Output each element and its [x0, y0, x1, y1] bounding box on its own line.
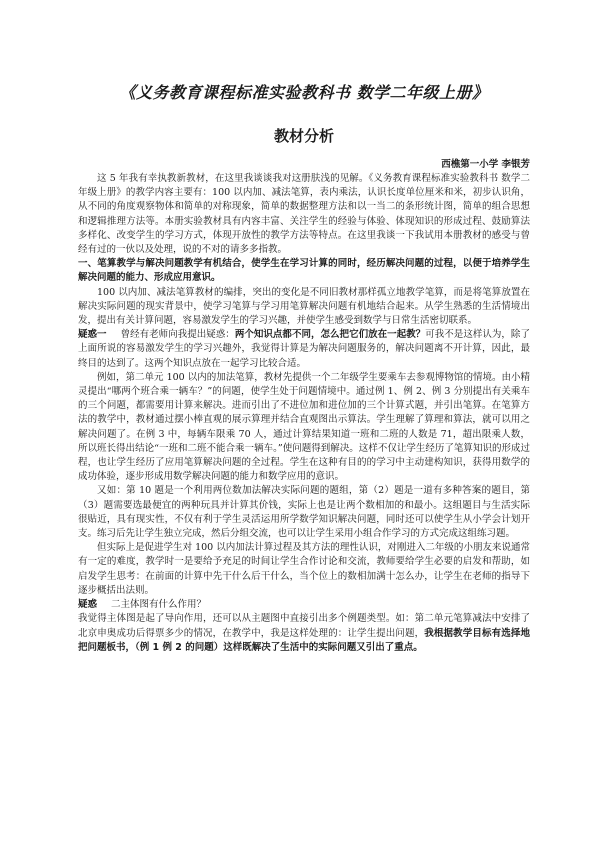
doubt-2-label: 疑惑: [78, 599, 98, 611]
document-title: 《义务教育课程标准实验教科书 数学二年级上册》: [119, 83, 489, 102]
doubt-1-label: 疑惑一: [78, 329, 107, 341]
doubt-1-question: 两个知识点都不同，怎么把它们放在一起教？: [234, 329, 426, 341]
doubt-2-paragraph: [78, 598, 530, 612]
paragraph-5: [78, 612, 530, 655]
document-subtitle: 教材分析: [273, 127, 334, 145]
paragraph-3: 又如：第 10 题是一个利用两位数加法解决实际问题的题组，第（2）题是一道有多种答案的题目，第（3）题需要选最便宜的两种玩具并计算其价钱，实际上也是让两个数相加的和最小。这组题目与生活实际很贴近，具有现实性，不仅有利于学生灵活运用所学数学知识解决问题，同时还可以使学生从小学会计划开支。练习后先让学生独立完成，然后分组交流，也可以让学生采用小组合作学习的方式完成这组练习题。: [78, 485, 530, 540]
paragraph-4: 但实际上是促进学生对 100 以内加法计算过程及其方法的理性认识，对刚进入二年级的小朋友来说通常有一定的难度，教学时一是要给予充足的时间让学生合作讨论和交流，教师要给学生必要的启发和帮助，如启发学生思考：在前面的计算中先干什么后干什么，当个位上的数相加满十怎么办，让学生在老师的指导下逐步概括出法则。: [78, 542, 530, 596]
section-heading-1: 一、笔算教学与解决问题教学有机结合，使学生在学习计算的同时，经历解决问题的过程，以便于培养学生解决问题的能力、形成应用意识。: [78, 258, 530, 284]
doubt-2-question: 二主体图有什么作用？: [111, 599, 207, 611]
doubt-1-paragraph: [78, 328, 530, 371]
doubt-1-post: 可我不是这样认为，除了上面所说的容易激发学生的学习兴趣外，我觉得计算是为解决问题服务的，解决问题离不开计算，因此，最终目的达到了。这两个知识点放在一起学习比较合适。: [78, 329, 530, 369]
doubt-1-pre: 曾经有老师向我提出疑惑：: [120, 329, 235, 341]
author-line: 西樵第一小学 李银芳: [441, 159, 530, 170]
paragraph-5-pre: 我觉得主体图是起了导向作用，还可以从主题图中直接引出多个例题类型。如：第二单元笔算减法中安排了北京申奥成功后得票多少的情况，在教学中，我是这样处理的：让学生提出问题，: [78, 613, 530, 639]
paragraph-1: 100 以内加、减法笔算教材的编排，突出的变化是不同旧教材那样孤立地教学笔算，而是将笔算放置在解决实际问题的现实背景中，使学习笔算与学习用笔算解决问题有机地结合起来。从学生熟悉的生活情境出发，提出有关计算问题，容易激发学生的学习兴趣，并使学生感受到数学与日常生活密切联系。: [78, 286, 530, 327]
document-page: [78, 70, 530, 655]
intro-paragraph: 这 5 年我有幸执教新教材，在这里我谈谈我对这册肤浅的见解。《义务教育课程标准实验教科书 数学二年级上册》的教学内容主要有：100 以内加、减法笔算，表内乘法，认识长度单位厘米和米，初步认识角，从不同的角度观察物体和简单的对称现象，简单的数据整理方法和以一当二的条形统计图，简单的组合思想和逻辑推理方法等。本册实验教材具有内容丰富、关注学生的经验与体验、体现知识的形成过程、鼓励算法多样化、改变学生的学习方式，体现开放性的教学方法等特点。在这里我谈一下我试用本册教材的感受与曾经有过的一伙以及处理，说的不对的请多多指教。: [78, 173, 530, 256]
paragraph-5-emphasis: 我根据教学目标有选择地把问题板书，（例 1 例 2 的问题）这样既解决了生活中的实际问题又引出了重点。: [78, 627, 530, 653]
paragraph-2: 例如，第二单元 100 以内的加法笔算，教材先提供一个二年级学生要乘车去参观博物馆的情境。由小精灵提出“哪两个班合乘一辆车？”的问题，使学生处于问题情境中。通过例 1、例 2、例 3 分别提出有关乘车的三个问题，都需要用计算来解决。进而引出了不进位加和进位加的三个计算式题，并引出笔算。在笔算方法的教学中，教材通过摆小棒直观的展示算理并结合直观图出示算法。学生理解了算理和算法，就可以用之解决问题了。在例 3 中，每辆车限乘 70 人，通过计算结果知道一班和二班的人数是 71，超出限乘人数，所以班长得出结论“一班和二班不能合乘一辆车。”使问题得到解决。这样不仅让学生经历了笔算知识的形成过程，也让学生经历了应用笔算解决问题的全过程。学生在这种有目的的学习中主动建构知识，获得用数学的成功体验，逐步形成用数学解决问题的能力和数学应用的意识。: [78, 371, 530, 483]
